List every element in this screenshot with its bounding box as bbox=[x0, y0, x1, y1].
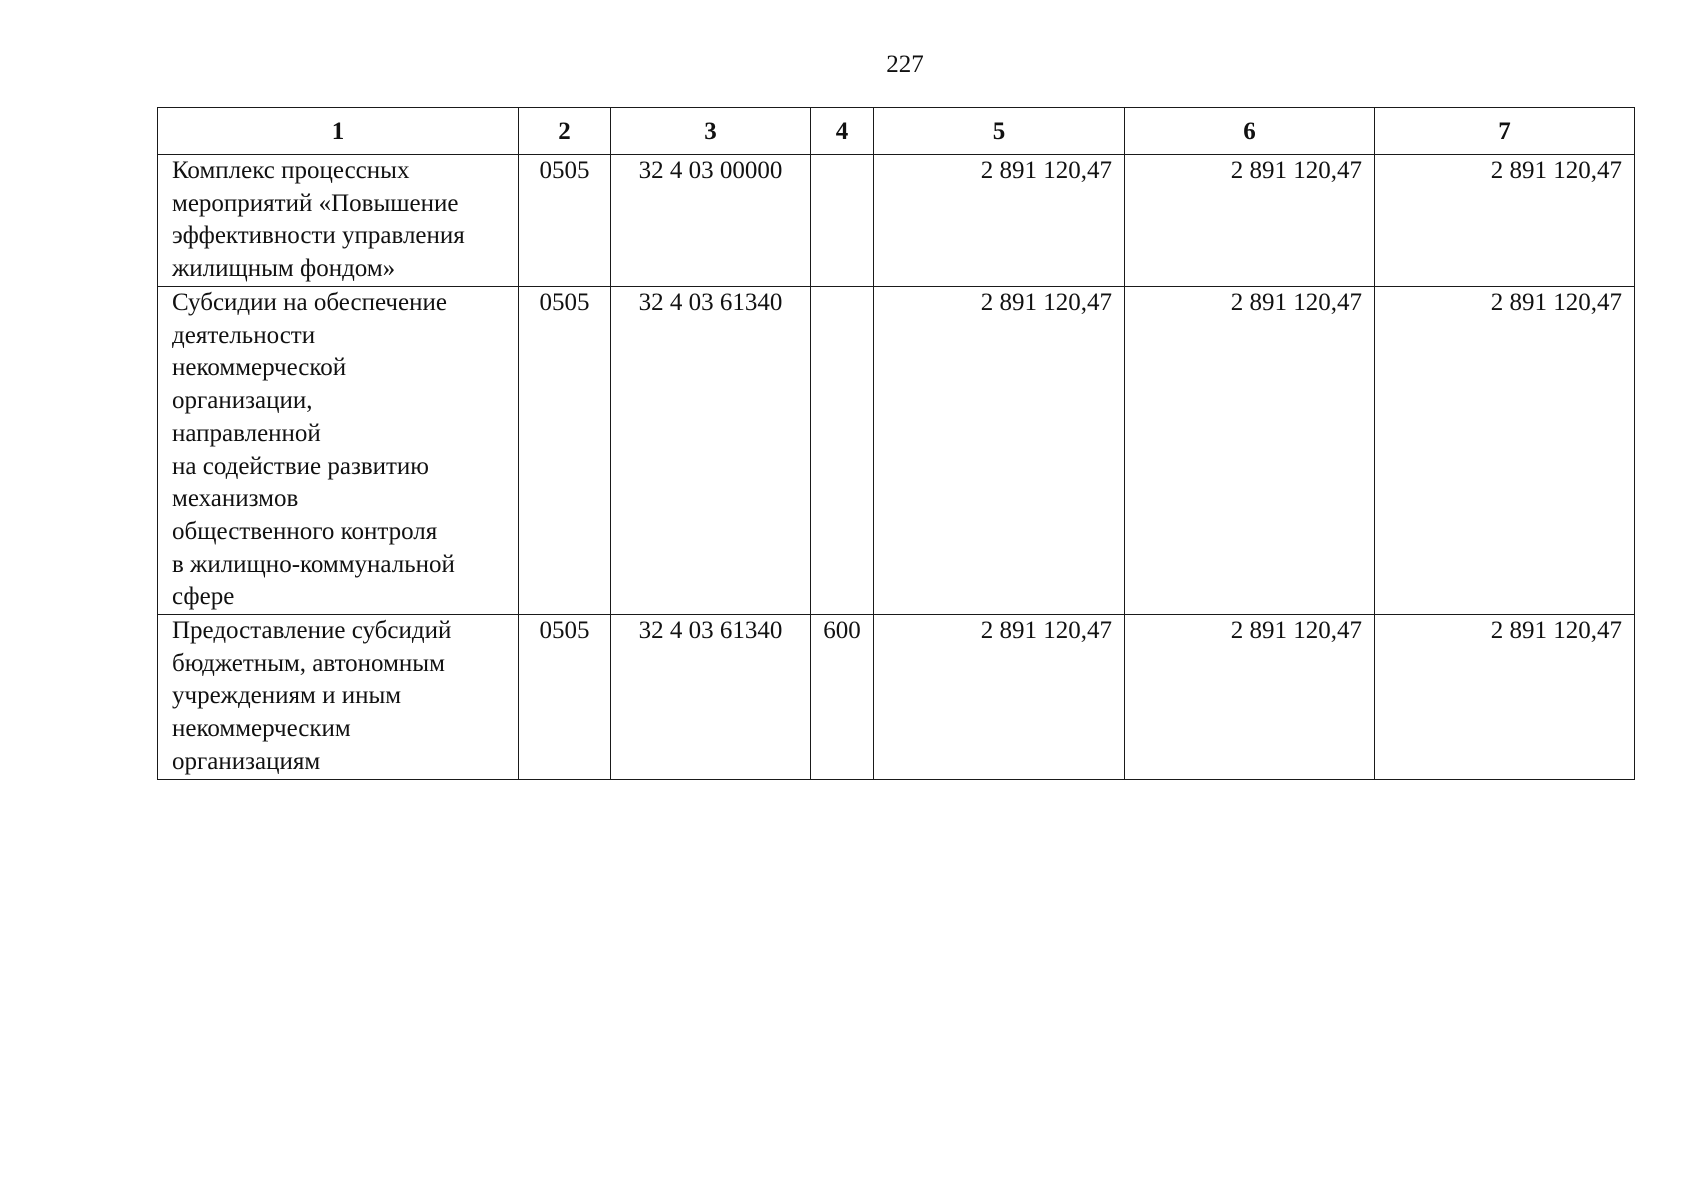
expense-type-code bbox=[811, 155, 874, 287]
target-article-code: 32 4 03 00000 bbox=[611, 155, 811, 287]
header-row bbox=[158, 108, 1635, 155]
row-name: Предоставление субсидий бюджетным, автономным учреждениям и иным некоммерческим организациям bbox=[158, 615, 519, 780]
table-row bbox=[158, 155, 1635, 287]
budget-table bbox=[157, 107, 1635, 780]
column-header: 5 bbox=[874, 108, 1125, 155]
column-header: 6 bbox=[1125, 108, 1375, 155]
column-header: 3 bbox=[611, 108, 811, 155]
amount-cell: 2 891 120,47 bbox=[874, 155, 1125, 287]
target-article-code: 32 4 03 61340 bbox=[611, 287, 811, 615]
section-code: 0505 bbox=[519, 287, 611, 615]
amount-cell: 2 891 120,47 bbox=[1375, 287, 1635, 615]
amount-cell: 2 891 120,47 bbox=[1125, 615, 1375, 780]
expense-type-code: 600 bbox=[811, 615, 874, 780]
column-header: 7 bbox=[1375, 108, 1635, 155]
section-code: 0505 bbox=[519, 155, 611, 287]
amount-cell: 2 891 120,47 bbox=[1375, 155, 1635, 287]
row-name: Комплекс процессных мероприятий «Повышение эффективности управления жилищным фондом» bbox=[158, 155, 519, 287]
target-article-code: 32 4 03 61340 bbox=[611, 615, 811, 780]
section-code: 0505 bbox=[519, 615, 611, 780]
page-number: 227 bbox=[886, 51, 924, 78]
column-header: 4 bbox=[811, 108, 874, 155]
expense-type-code bbox=[811, 287, 874, 615]
table-row bbox=[158, 287, 1635, 615]
column-header: 1 bbox=[158, 108, 519, 155]
amount-cell: 2 891 120,47 bbox=[1375, 615, 1635, 780]
table-row bbox=[158, 615, 1635, 780]
amount-cell: 2 891 120,47 bbox=[874, 287, 1125, 615]
row-name: Субсидии на обеспечение деятельности некоммерческой организации, направленной на содействие развитию механизмов общественного контроля в жилищно-коммунальной сфере bbox=[158, 287, 519, 615]
amount-cell: 2 891 120,47 bbox=[1125, 287, 1375, 615]
amount-cell: 2 891 120,47 bbox=[874, 615, 1125, 780]
column-header: 2 bbox=[519, 108, 611, 155]
amount-cell: 2 891 120,47 bbox=[1125, 155, 1375, 287]
